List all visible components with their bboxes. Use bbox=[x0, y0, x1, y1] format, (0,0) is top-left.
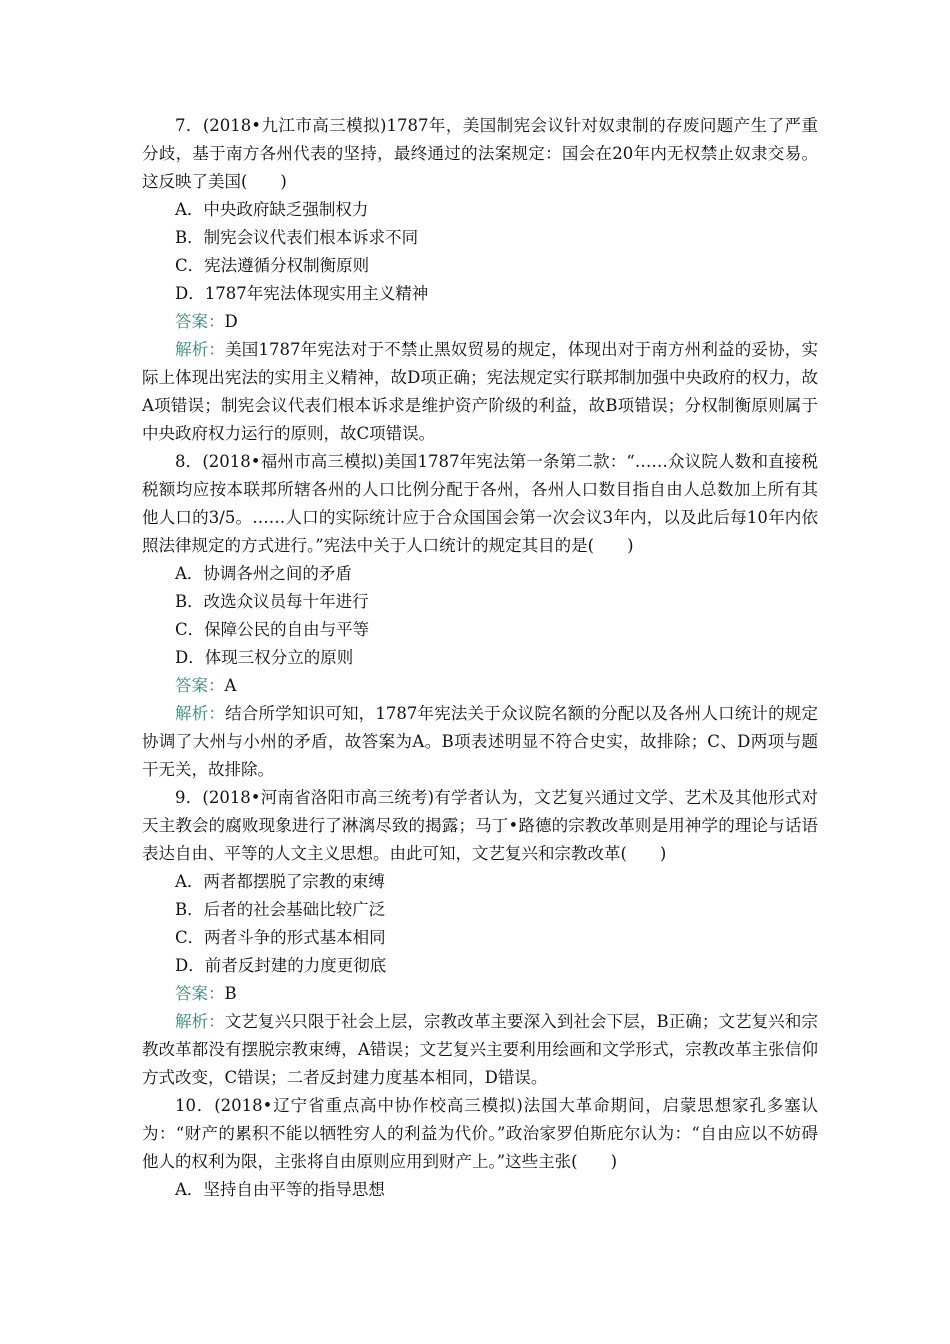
answer-label: 答案： bbox=[175, 984, 225, 1003]
option-d: D．体现三权分立的原则 bbox=[175, 648, 354, 667]
answer-line bbox=[142, 672, 818, 700]
option-d: D．1787年宪法体现实用主义精神 bbox=[175, 284, 429, 303]
option-a: A．坚持自由平等的指导思想 bbox=[175, 1180, 385, 1199]
answer-label: 答案： bbox=[175, 676, 225, 695]
answer-line bbox=[142, 308, 818, 336]
question-8 bbox=[142, 448, 818, 784]
question-9 bbox=[142, 784, 818, 1092]
question-stem: 8．(2018•福州市高三模拟)美国1787年宪法第一条第二款：“……众议院人数和直接税税额均应按本联邦所辖各州的人口比例分配于各州，各州人口数目指自由人总数加上所有其他人口的3/5。……人口的实际统计应于合众国国会第一次会议3年内，以及此后每10年内依照法律规定的方式进行。”宪法中关于人口统计的规定其目的是( ) bbox=[142, 452, 818, 555]
analysis-label: 解析： bbox=[175, 704, 226, 723]
answer-label: 答案： bbox=[175, 312, 225, 331]
analysis-paragraph bbox=[142, 1008, 818, 1092]
option-c: C．宪法遵循分权制衡原则 bbox=[175, 256, 370, 275]
option-a: A．中央政府缺乏强制权力 bbox=[175, 200, 369, 219]
option-c: C．两者斗争的形式基本相同 bbox=[175, 928, 386, 947]
question-10 bbox=[142, 1092, 818, 1204]
question-stem: 9．(2018•河南省洛阳市高三统考)有学者认为，文艺复兴通过文学、艺术及其他形式对天主教会的腐败现象进行了淋漓尽致的揭露；马丁•路德的宗教改革则是用神学的理论与话语表达自由、平等的人文主义思想。由此可知，文艺复兴和宗教改革( ) bbox=[142, 788, 818, 863]
answer-value: A bbox=[224, 676, 237, 695]
answer-value: D bbox=[224, 312, 238, 331]
question-stem: 7．(2018•九江市高三模拟)1787年，美国制宪会议针对奴隶制的存废问题产生了严重分歧，基于南方各州代表的坚持，最终通过的法案规定：国会在20年内无权禁止奴隶交易。这反映了美国( ) bbox=[142, 116, 818, 191]
analysis-text: 美国1787年宪法对于不禁止黑奴贸易的规定，体现出对于南方州利益的妥协，实际上体现出宪法的实用主义精神，故D项正确；宪法规定实行联邦制加强中央政府的权力，故A项错误；制宪会议代表们根本诉求是维护资产阶级的利益，故B项错误；分权制衡原则属于中央政府权力运行的原则，故C项错误。 bbox=[142, 340, 819, 443]
option-b: B．制宪会议代表们根本诉求不同 bbox=[175, 228, 419, 247]
question-stem: 10．(2018•辽宁省重点高中协作校高三模拟)法国大革命期间，启蒙思想家孔多塞认为：“财产的累积不能以牺牲穷人的利益为代价。”政治家罗伯斯庇尔认为：“自由应以不妨碍他人的权利为限，主张将自由原则应用到财产上。”这些主张( ) bbox=[142, 1096, 818, 1171]
option-a: A．两者都摆脱了宗教的束缚 bbox=[175, 872, 385, 891]
option-b: B．后者的社会基础比较广泛 bbox=[175, 900, 386, 919]
analysis-text: 文艺复兴只限于社会上层，宗教改革主要深入到社会下层，B正确；文艺复兴和宗教改革都没有摆脱宗教束缚，A错误；文艺复兴主要利用绘画和文学形式，宗教改革主张信仰方式改变，C错误；二者反封建力度基本相同，D错误。 bbox=[142, 1012, 818, 1087]
option-c: C．保障公民的自由与平等 bbox=[175, 620, 370, 639]
analysis-label: 解析： bbox=[175, 1012, 225, 1031]
analysis-paragraph bbox=[142, 336, 818, 448]
answer-value: B bbox=[224, 984, 237, 1003]
question-list bbox=[142, 112, 818, 1204]
option-d: D．前者反封建的力度更彻底 bbox=[175, 956, 387, 975]
analysis-paragraph bbox=[142, 700, 818, 784]
answer-line bbox=[142, 980, 818, 1008]
question-7 bbox=[142, 112, 818, 448]
analysis-text: 结合所学知识可知，1787年宪法关于众议院名额的分配以及各州人口统计的规定协调了大州与小州的矛盾，故答案为A。B项表述明显不符合史实，故排除；C、D两项与题干无关，故排除。 bbox=[142, 704, 819, 779]
option-a: A．协调各州之间的矛盾 bbox=[175, 564, 352, 583]
analysis-label: 解析： bbox=[175, 340, 226, 359]
option-b: B．改选众议员每十年进行 bbox=[175, 592, 369, 611]
